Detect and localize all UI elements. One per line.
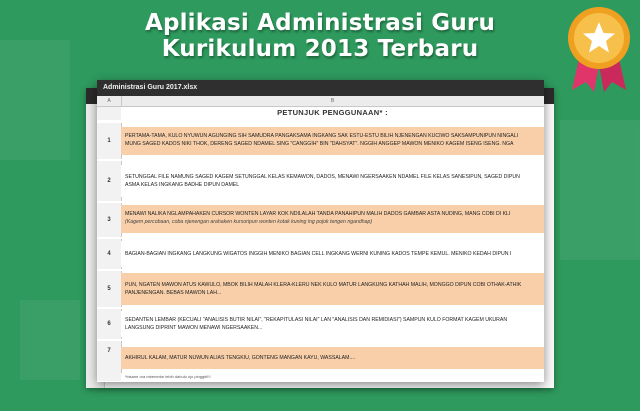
row-number: 1: [97, 123, 122, 159]
row-line: MUNG SAGED KADOS NIKI THOK, DERENG SAGED NDAMEL SING "CANGGIH" BIN "DAHSYAT". NGGIH ANGGEP MAWON MENIKO KAGEM ISENG ISENG. NGA: [125, 141, 514, 147]
row-number: 3: [97, 203, 122, 237]
row-line: PUN, NGATEN MAWON ATUS KAWULO, MBOK BILIH MALAH KLERA-KLERU NEK KULO MATUR LANGKUNG KATHAH MALIH, MONGGO DIPUN COBI OTHAK-ATHIK: [125, 282, 522, 288]
row-line: (Kagem percobaan, coba njenengan arahaken kursoripun wonten kotak kuning ing pojok tengen ngandhap): [125, 219, 373, 225]
column-header-a[interactable]: A: [97, 96, 122, 106]
row-line: PANJENENGAN. BEBAS MAWON LAH...: [125, 290, 222, 296]
row-line: PERTAMA-TAMA, KULO NYUWUN AGUNGING SIH SAMUDRA PANGAKSAMA INGKANG SAK ESTU-ESTU BILIH NJENENGAN KUCIWO SAKSAMPUNIPUN NINGALI: [125, 133, 519, 139]
banner-title: [0, 10, 640, 62]
window-title: Administrasi Guru 2017.xlsx: [97, 80, 544, 96]
banner-title-line1: Aplikasi Administrasi Guru: [144, 10, 496, 36]
instructions-header[interactable]: PETUNJUK PENGGUNAAN* :: [121, 107, 544, 120]
row-line: SEDANTEN LEMBAR (KECUALI "ANALISIS BUTIR NILAI", "REKAPITULASI NILAI" LAN "ANALISIS DAN REMIDIASI") SAMPUN KULO FORMAT KAGEM UKURAN: [125, 317, 508, 323]
row-line: MENAWI NALIKA NGLAMPAHAKEN CURSOR WONTEN LAYAR KOK NDILALAH TANDA PANAHIPUN MALIH DADOS GAMBAR ASTA NUDING, MANG COBI DI KLI: [125, 211, 511, 217]
sheet-grid[interactable]: [97, 107, 544, 382]
row-number: 5: [97, 271, 122, 307]
row-line: AKHIRUL KALAM, MATUR NUWUN ALIAS TENGKIU, GONTENG MANGAN KAYU, WASSALAM....: [125, 355, 356, 361]
row-number: 2: [97, 161, 122, 201]
row-line: ASMA KELAS INGKANG BADHE DIPUN DAMEL: [125, 182, 240, 188]
row-line: SETUNGGAL FILE NAMUNG SAGED KAGEM SETUNGGAL KELAS KEMAWON, DADOS, MENAWI NGERSAAKEN NDAMEL FILE KELAS SANESIPUN, SAGED DIPUN: [125, 174, 520, 180]
banner-title-line2: Kurikulum 2013 Terbaru: [161, 36, 479, 62]
row-number: 4: [97, 239, 122, 269]
footnote: *bisane ora mbenerke lebih dahulu ojo pinggiri!!!: [121, 373, 544, 381]
spreadsheet-window[interactable]: [97, 80, 544, 382]
row-number: [97, 107, 122, 120]
row-line: BAGIAN-BAGIAN INGKANG LANGKUNG WIGATOS INGGIH MENIKO BAGIAN CELL INGKANG WERNI KUNING KADOS TEMPE KEMUL. MENIKO KEDAH DIPUN I: [125, 251, 512, 257]
table-row[interactable]: [121, 273, 544, 305]
column-header-b[interactable]: B: [330, 98, 335, 104]
table-row[interactable]: [121, 205, 544, 233]
table-row[interactable]: [121, 165, 544, 197]
table-row[interactable]: [121, 311, 544, 337]
table-row[interactable]: [121, 127, 544, 155]
star-badge-icon: [566, 4, 632, 92]
table-row[interactable]: [121, 347, 544, 369]
row-number: 6: [97, 309, 122, 339]
table-row[interactable]: [121, 241, 544, 267]
row-number: 7: [97, 341, 122, 381]
column-header-bar: [97, 96, 544, 107]
row-line: LANGSUNG DIPRINT MAWON MENAWI NGERSAAKEN...: [125, 325, 263, 331]
